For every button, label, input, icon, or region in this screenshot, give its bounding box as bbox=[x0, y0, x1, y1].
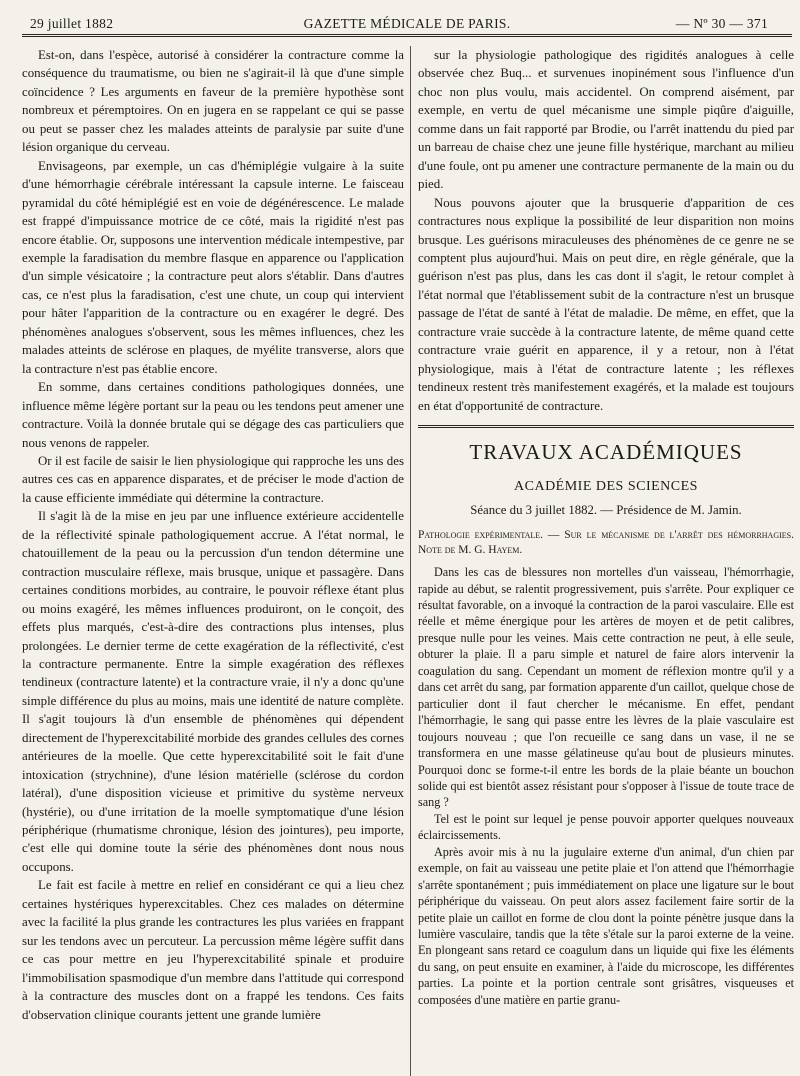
paragraph: Il s'agit là de la mise en jeu par une influence extérieure accidentelle de la réflectivité spinale pathologiquement accrue. A l'état normal, le chatouillement de la peau ou la percussion d'un tendon détermine une contraction musculaire réflexe, mais brusque, unique et passagère. Dans certaines conditions morbides, au contraire, le pouvoir réflexe étant plus ou moins exagéré, les mêmes influences produiront, on le conçoit, des effets plus marqués, c'est-à-dire des contractions plus intenses, plus prolongées. Le dernier terme de cette exagération de la réflectivité, c'est la contracture permanente. Entre la simple exagération des réflexes tendineux (contracture latente) et la contracture vraie, il n'y a donc qu'une simple différence du plus au moins, mais une identité de nature complète. Il s'agit toujours là d'un ensemble de phénomènes qui dépendent directement de l'hyperexcitabilité morbide des grandes cellules des cornes antérieures de la moelle. Que cette hyperexcitabilité soit le fait d'une intoxication (strychnine), d'une lésion matérielle (sclérose du cordon latéral), d'une disposition vicieuse et primitive du système nerveux (hystérie), ou d'une irritation de la moelle symptomatique d'une lésion périphérique (rhumatisme chronique, lésion des jointures), peu importe, c'est elle qui domine toute la série des phénomènes dont nous nous occupons. bbox=[22, 509, 404, 874]
section-separator bbox=[418, 425, 794, 428]
paragraph: Le fait est facile à mettre en relief en considérant ce qui a lieu chez certaines hystériques hyperexcitables. Chez ces malades on détermine avec la facilité la plus grande les contractures les plus variées en frappant sur les tendons avec un percuteur. La percussion même légère suffit dans ce cas pour mettre en jeu l'hyperexcitabilité spinale et produire l'immobilisation spasmodique d'un membre dans l'attitude qui correspond à la contracture des muscles dont on a frappé les tendons. Ces faits d'observation clinique courants jettent une grande lumière bbox=[22, 878, 404, 1022]
section-title: TRAVAUX ACADÉMIQUES bbox=[469, 440, 743, 465]
left-column bbox=[22, 46, 404, 1076]
article-heading: Pathologie expérimentale. — Sur le mécanisme de l'arrêt des hémorrhagies. Note de M. G. Hayem. bbox=[418, 529, 794, 557]
page-header bbox=[22, 14, 792, 37]
paragraph: Tel est le point sur lequel je pense pouvoir apporter quelques nouveaux éclaircissements. bbox=[418, 811, 794, 843]
column-divider bbox=[410, 46, 411, 1076]
session-line: Séance du 3 juillet 1882. — Présidence de M. Jamin. bbox=[470, 503, 742, 518]
header-issue-page: — Nº 30 — 371 bbox=[675, 16, 768, 31]
paragraph: Or il est facile de saisir le lien physiologique qui rapproche les uns des autres ces cas en apparence disparates, et de préciser le mode d'action de la cause efficiente immédiate qui détermine la contracture. bbox=[22, 453, 404, 505]
paragraph: En somme, dans certaines conditions pathologiques données, une influence même légère portant sur la peau ou les tendons peut amener une contracture. Voilà la donnée brutale qui se dégage des cas particuliers que nous venons de rappeler. bbox=[22, 380, 404, 450]
paragraph: Dans les cas de blessures non mortelles d'un vaisseau, l'hémorrhagie, rapide au début, se ralentit progressivement, puis s'arrête. Pour expliquer ce résultat favorable, on a invoqué la contraction de la paroi vasculaire. Elle est réelle et même énergique pour les artères de moyen et de petit calibres, presque nulle pour les veines. Mais cette contraction ne peut, à elle seule, obturer la plaie. Il a paru simple et naturel de faire alors intervenir la coagulation du sang. Cependant un moment de réflexion montre qu'il y a dans cet arrêt du sang, par formation apparente d'un caillot, quelque chose de particulier dont il faut chercher le mécanisme. En effet, pendant l'hémorrhagie, le sang qui passe entre les lèvres de la plaie vasculaire est toujours nouveau ; que l'on recueille ce sang dans un vase, il ne se transformera en une masse gélatineuse qu'au bout de plusieurs minutes. Pourquoi donc se forme-t-il entre les bords de la plaie béante un bouchon solide qui est bientôt assez résistant pour s'opposer à l'issue de toute trace de sang ? bbox=[418, 565, 794, 810]
right-column bbox=[418, 46, 794, 1076]
paragraph: sur la physiologie pathologique des rigidités analogues à celle observée chez Buq... et survenues inopinément sous l'influence d'un choc non plus voulu, mais accidentel. On comprend aisément, par exemple, en vertu de quel mécanisme une simple piqûre d'aiguille, comme dans un fait rapporté par Brodie, ou l'arrêt inattendu du pied par un barreau de chaise chez une jeune fille hystérique, marchant au milieu d'une foule, ont pu amener une contracture permanente de la main ou du pied. bbox=[418, 48, 794, 192]
header-journal-title: GAZETTE MÉDICALE DE PARIS. bbox=[303, 16, 511, 31]
paragraph: Est-on, dans l'espèce, autorisé à considérer la contracture comme la conséquence du traumatisme, ou bien ne s'agirait-il là que d'une simple coïncidence ? Les arguments en faveur de la première hypothèse sont nombreux et péremptoires. On en jugera en se rappelant ce qui se passe ou peut se passer chez les malades atteints de paralysie par suite d'une lésion organique du cerveau. bbox=[22, 48, 404, 155]
paragraph: Après avoir mis à nu la jugulaire externe d'un animal, d'un chien par exemple, on fait au vaisseau une petite plaie et l'on attend que l'hémorrhagie s'arrête spontanément ; puis immédiatement on place une ligature sur le bout périphérique du vaisseau. On peut alors assez facilement faire sortir de la petite plaie un caillot en forme de clou dont la pointe pénètre jusque dans la lumière vasculaire, tandis que la tête s'étale sur la paroi externe de la veine. En plongeant sans retard ce coagulum dans un liquide qui fixe les éléments du sang, on peut ensuite en examiner, à l'aide du microscope, les différentes parties. La pointe et la portion centrale sont grisâtres, visqueuses et composées d'une matière en partie granu- bbox=[418, 844, 794, 1007]
paragraph: Envisageons, par exemple, un cas d'hémiplégie vulgaire à la suite d'une hémorrhagie cérébrale intéressant la capsule interne. Le faisceau pyramidal du côté hémiplégié est en voie de dégénérescence. Le malade est frappé d'impuissance motrice de ce côté, mais la rigidité n'est pas encore établie. Or, supposons une intervention médicale intempestive, par exemple la faradisation du membre flasque en apparence ou l'application d'un simple vésicatoire ; la contracture peut alors s'établir. Dans d'autres cas, ce n'est plus la faradisation, c'est une chute, un coup qui intervient pour hâter l'apparition de la contracture ou en exagérer le degré. Des phénomènes analogues s'observent, sous les mêmes influences, chez les malades atteints de sclérose en plaques, de myélite transverse, alors que la contracture n'est pas établie encore. bbox=[22, 158, 404, 376]
paragraph: Nous pouvons ajouter que la brusquerie d'apparition de ces contractures nous explique la possibilité de leur disparition non moins brusque. Les guérisons miraculeuses des phénomènes de ce genre ne se comptent plus aujourd'hui. Mais on peut dire, en règle générale, que la guérison n'est pas plus, dans les cas dont il s'agit, le retour complet à l'état normal que l'établissement subit de la contracture n'est un brusque passage de l'état de santé à l'état de maladie. De même, en effet, que la contracture vraie succède à la contracture latente, de même quand cette contracture vraie guérit en apparence, il y a retour, non à l'état physiologique, mais à l'état de contracture latente ; les réflexes tendineux restent très manifestement exagérés, et la malade est toujours en état d'opportunité de contracture. bbox=[418, 195, 794, 413]
academy-title: ACADÉMIE DES SCIENCES bbox=[514, 479, 698, 495]
header-date: 29 juillet 1882 bbox=[30, 16, 114, 31]
